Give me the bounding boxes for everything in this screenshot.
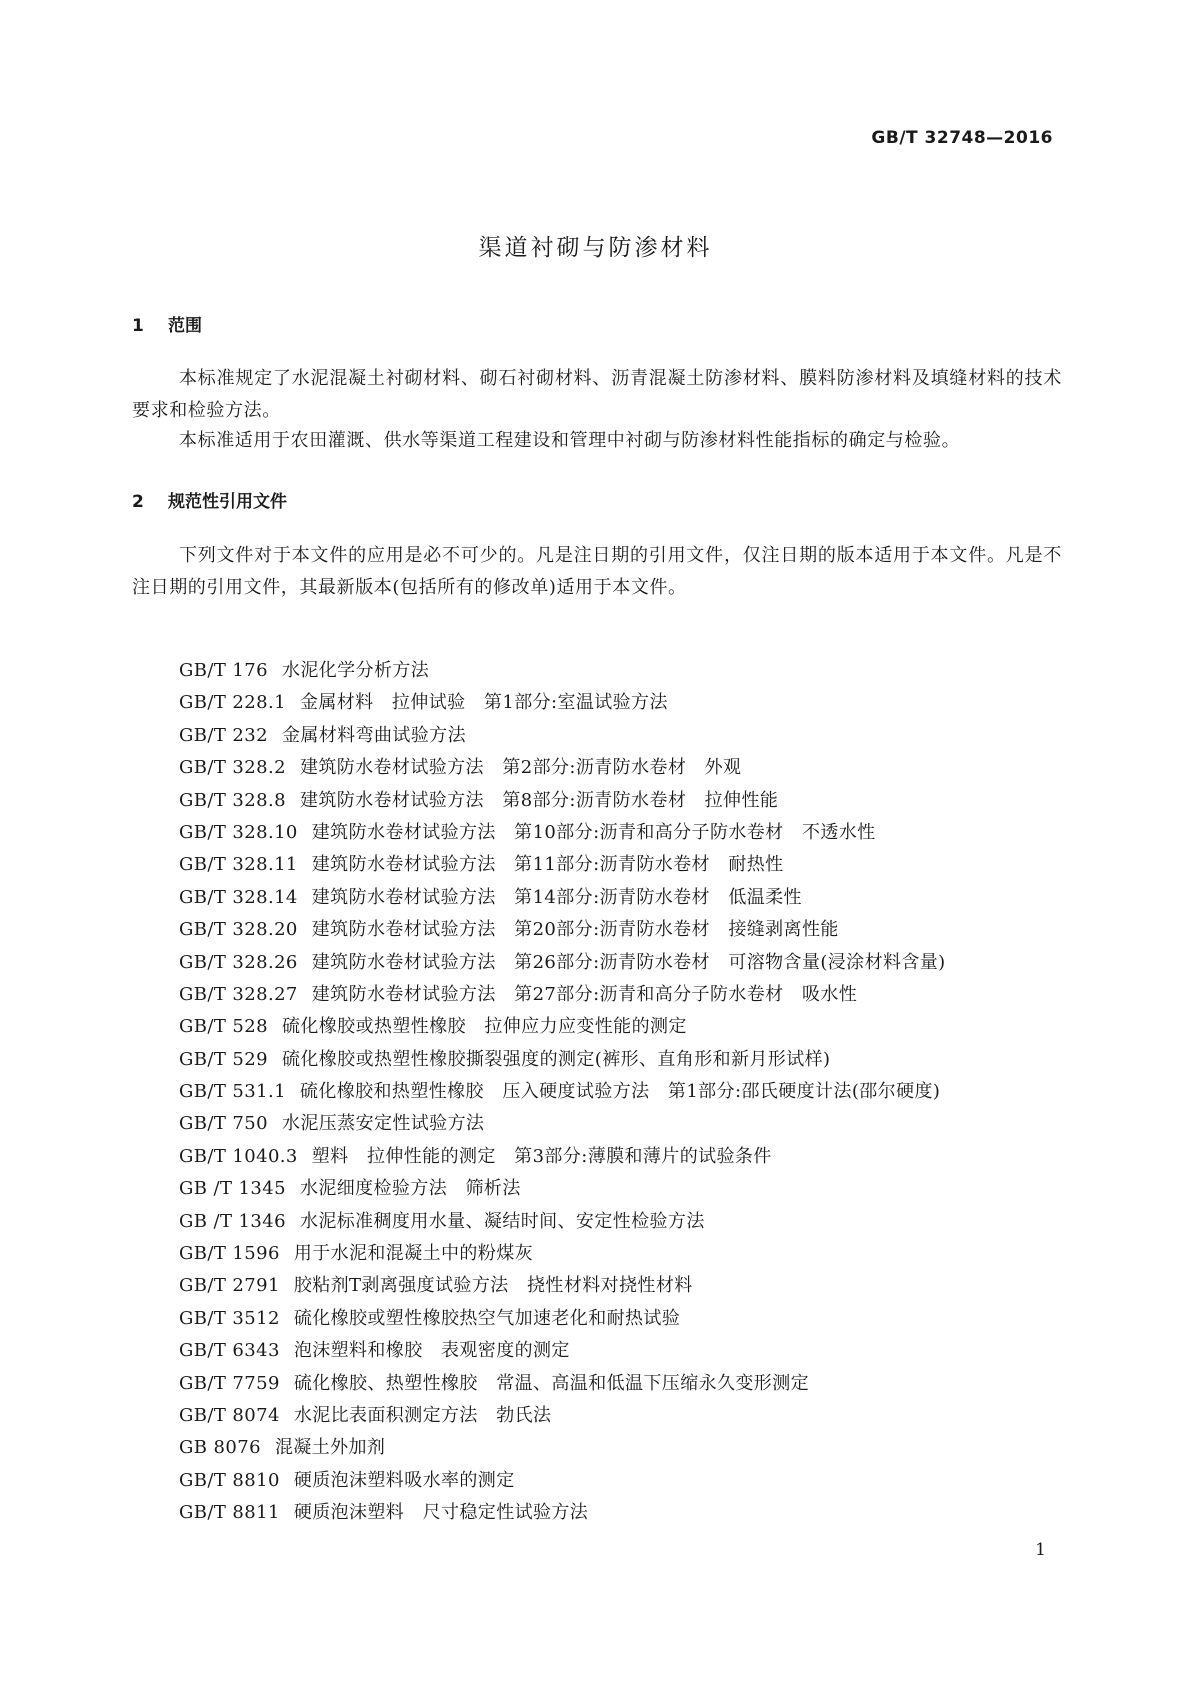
reference-title: 硫化橡胶或塑性橡胶热空气加速老化和耐热试验 [293,1307,681,1329]
section-2-intro: 下列文件对于本文件的应用是必不可少的。凡是注日期的引用文件，仅注日期的版本适用于本文件。凡是不注日期的引用文件，其最新版本(包括所有的修改单)适用于本文件。 [132,545,1062,598]
reference-title: 泡沫塑料和橡胶 表观密度的测定 [293,1340,570,1362]
reference-item [179,1173,946,1205]
reference-item [179,655,946,687]
reference-code: GB/T 8810 [179,1469,280,1491]
reference-item [179,1497,946,1529]
reference-title: 水泥化学分析方法 [281,660,430,681]
reference-title: 硬质泡沫塑料 尺寸稳定性试验方法 [293,1502,589,1524]
reference-item [179,882,946,914]
reference-title: 建筑防水卷材试验方法 第14部分:沥青防水卷材 低温柔性 [311,886,802,908]
reference-item [179,1368,946,1400]
reference-code: GB/T 232 [179,724,268,746]
reference-item [179,1206,946,1238]
reference-title: 水泥压蒸安定性试验方法 [281,1113,485,1135]
reference-code: GB/T 8074 [179,1404,280,1426]
section-2-title: 规范性引用文件 [168,492,287,512]
reference-code: GB/T 228.1 [179,692,286,714]
reference-code: GB/T 3512 [179,1307,280,1329]
reference-item [179,785,946,817]
reference-title: 建筑防水卷材试验方法 第11部分:沥青防水卷材 耐热性 [311,854,784,876]
reference-title: 金属材料弯曲试验方法 [281,724,466,746]
reference-item [179,1108,946,1140]
reference-code: GB/T 328.2 [179,757,286,779]
reference-title: 水泥比表面积测定方法 勃氏法 [293,1404,552,1426]
reference-item [179,1400,946,1432]
section-1-paragraph-1: 本标准规定了水泥混凝土衬砌材料、砌石衬砌材料、沥青混凝土防渗材料、膜料防渗材料及填缝材料的技术要求和检验方法。 [132,368,1062,421]
reference-title: 塑料 拉伸性能的测定 第3部分:薄膜和薄片的试验条件 [311,1145,772,1167]
reference-title: 建筑防水卷材试验方法 第20部分:沥青防水卷材 接缝剥离性能 [311,919,839,941]
reference-code: GB/T 328.14 [179,886,298,908]
reference-title: 硬质泡沫塑料吸水率的测定 [293,1469,515,1491]
reference-item [179,1076,946,1108]
reference-item [179,1011,946,1043]
reference-code: GB/T 529 [179,1048,268,1070]
reference-code: GB/T 328.8 [179,789,286,811]
reference-code: GB/T 528 [179,1016,268,1038]
reference-item [179,947,946,979]
reference-code: GB/T 1040.3 [179,1145,298,1167]
reference-item [179,1432,946,1464]
reference-item [179,1270,946,1302]
reference-code: GB/T 7759 [179,1372,280,1394]
reference-title: 金属材料 拉伸试验 第1部分:室温试验方法 [299,692,668,714]
standard-number: GB/T 32748—2016 [871,128,1053,148]
reference-item [179,914,946,946]
reference-title: 建筑防水卷材试验方法 第26部分:沥青防水卷材 可溶物含量(浸涂材料含量) [311,951,946,973]
reference-code: GB/T 531.1 [179,1081,286,1103]
section-1-paragraph-2: 本标准适用于农田灌溉、供水等渠道工程建设和管理中衬砌与防渗材料性能指标的确定与检验。 [179,430,961,451]
reference-code: GB 8076 [179,1437,261,1459]
reference-title: 水泥标准稠度用水量、凝结时间、安定性检验方法 [299,1210,705,1232]
reference-item [179,687,946,719]
reference-title: 水泥细度检验方法 筛析法 [299,1178,521,1200]
reference-code: GB/T 328.11 [179,854,298,876]
reference-item [179,979,946,1011]
reference-title: 胶粘剂T剥离强度试验方法 挠性材料对挠性材料 [293,1275,693,1297]
reference-title: 建筑防水卷材试验方法 第10部分:沥青和高分子防水卷材 不透水性 [311,821,876,843]
reference-code: GB/T 328.27 [179,983,298,1005]
reference-title: 建筑防水卷材试验方法 第8部分:沥青防水卷材 拉伸性能 [299,789,779,811]
reference-item [179,720,946,752]
document-title: 渠道衬砌与防渗材料 [478,235,713,261]
reference-title: 硫化橡胶和热塑性橡胶 压入硬度试验方法 第1部分:邵氏硬度计法(邵尔硬度) [299,1081,941,1103]
reference-title: 硫化橡胶或热塑性橡胶撕裂强度的测定(裤形、直角形和新月形试样) [281,1048,831,1070]
reference-item [179,849,946,881]
reference-title: 混凝土外加剂 [274,1437,386,1459]
reference-title: 硫化橡胶或热塑性橡胶 拉伸应力应变性能的测定 [281,1016,687,1038]
section-1-heading [132,311,202,336]
page-number: 1 [1035,1540,1046,1560]
reference-code: GB/T 328.10 [179,821,298,843]
section-1-title: 范围 [168,316,202,336]
reference-code: GB/T 328.20 [179,919,298,941]
section-1-number: 1 [132,316,144,336]
reference-title: 用于水泥和混凝土中的粉煤灰 [293,1243,534,1265]
section-2-heading [132,487,287,512]
reference-code: GB/T 1596 [179,1243,280,1265]
reference-code: GB /T 1345 [179,1178,286,1200]
section-2-number: 2 [132,492,144,512]
reference-code: GB /T 1346 [179,1210,286,1232]
reference-item [179,817,946,849]
reference-title: 建筑防水卷材试验方法 第27部分:沥青和高分子防水卷材 吸水性 [311,983,858,1005]
reference-code: GB/T 6343 [179,1340,280,1362]
reference-code: GB/T 750 [179,1113,268,1135]
reference-code: GB/T 8811 [179,1502,280,1524]
reference-item [179,1141,946,1173]
reference-item [179,752,946,784]
reference-code: GB/T 176 [179,660,268,681]
reference-item [179,1335,946,1367]
reference-title: 建筑防水卷材试验方法 第2部分:沥青防水卷材 外观 [299,757,742,779]
reference-code: GB/T 2791 [179,1275,280,1297]
reference-item [179,1465,946,1497]
reference-code: GB/T 328.26 [179,951,298,973]
reference-list [179,655,946,1530]
reference-item [179,1303,946,1335]
reference-item [179,1044,946,1076]
reference-title: 硫化橡胶、热塑性橡胶 常温、高温和低温下压缩永久变形测定 [293,1372,810,1394]
reference-item [179,1238,946,1270]
